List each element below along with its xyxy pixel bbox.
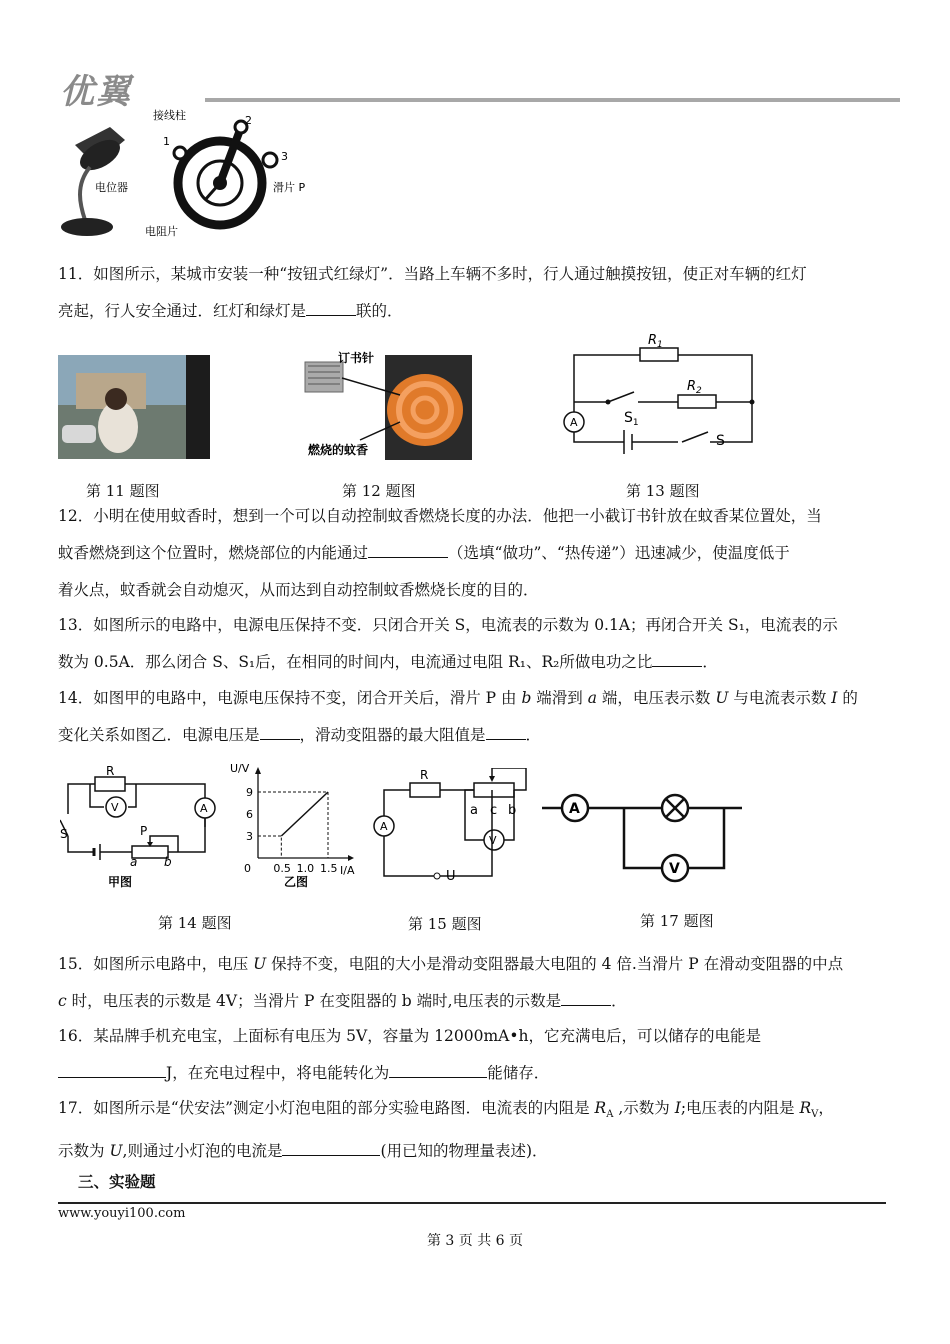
answer-blank — [486, 725, 526, 740]
question-12: 12．小明在使用蚊香时，想到一个可以自动控制蚊香燃烧长度的办法．他把一小截订书针放在蚊香某位置处，当 蚊香燃烧到这个位置时，燃烧部位的内能通过 （选填“做功”、“热传递”）迅速减少，使温度低于 着火点，蚊香就会自动熄灭，从而达到自动控制蚊香燃烧长度的目的． — [58, 507, 822, 599]
potentiometer-figure — [55, 105, 345, 245]
footer-divider — [58, 1202, 886, 1204]
fig15-b: b — [508, 803, 517, 818]
answer-blank — [561, 991, 611, 1006]
page-number: 第 3 页 共 6 页 — [426, 1233, 524, 1249]
fig13-s: S — [716, 433, 725, 449]
label-terminal-2: 2 — [245, 114, 252, 127]
caption-fig12: 第 12 题图 — [342, 482, 416, 500]
q11-line2: 亮起，行人安全通过．红灯和绿灯是 联的． — [58, 302, 403, 320]
question-15: 15．如图所示电路中，电压 U 保持不变，电阻的大小是滑动变阻器最大电阻的 4 倍.当滑片 P 在滑动变阻器的中点 c 时，电压表的示数是 4V；当滑片 P 在变阻器的 b 端时,电压表的示数是 ． — [58, 955, 844, 1010]
label-terminal: 接线柱 — [153, 109, 186, 122]
label-terminal-3: 3 — [281, 150, 288, 163]
q11-line1: 11．如图所示，某城市安装一种“按钮式红绿灯”．当路上车辆不多时，行人通过触摸按钮，使正对车辆的红灯 — [58, 265, 807, 283]
y-tick-label: 6 — [246, 808, 253, 821]
series-line — [281, 792, 328, 836]
question-17: 17．如图所示是“伏安法”测定小灯泡电阻的部分实验电路图．电流表的内阻是 $R_A$ ,示数为 I;电压表的内阻是 $R_V$， 示数为 U,则通过小灯泡的电流是 (用已知的物理量表述)． — [58, 1099, 834, 1161]
x-axis-label: I/A — [340, 864, 355, 877]
caption-fig17: 第 17 题图 — [640, 912, 714, 930]
footer-url: www.youyi100.com — [58, 1206, 186, 1221]
fig14-P: P — [140, 824, 148, 838]
answer-blank — [306, 301, 356, 316]
potentiometer-diagram — [174, 121, 277, 225]
caption-fig15: 第 15 题图 — [408, 915, 482, 933]
fig12-photo — [300, 350, 472, 460]
question-13: 13．如图所示的电路中，电源电压保持不变．只闭合开关 S，电流表的示数为 0.1A；再闭合开关 S₁，电流表的示 数为 0.5A．那么闭合 S、S₁后，在相同的时间内，电流通过电阻 R₁、R₂所做电功之比 ． — [58, 616, 838, 671]
header-divider — [205, 98, 900, 102]
x-tick-label: 1.5 — [320, 862, 338, 875]
label-slider: 滑片 P — [273, 181, 306, 194]
fig14-S: S — [60, 827, 68, 841]
label-potentiometer: 电位器 — [95, 181, 128, 194]
fig15-a: a — [470, 803, 478, 818]
fig14-voltmeter: V — [111, 801, 119, 814]
fig13-circuit — [560, 330, 760, 455]
answer-blank — [282, 1141, 380, 1156]
y-axis-label: U/V — [230, 762, 250, 775]
x-tick-label: 0.5 — [273, 862, 291, 875]
fig14-yi-chart — [228, 762, 363, 892]
fig15-U: U — [446, 869, 456, 884]
caption-fig11: 第 11 题图 — [86, 482, 160, 500]
y-tick-label: 3 — [246, 830, 253, 843]
question-11 — [58, 256, 898, 330]
section-title: 三、实验题 — [78, 1172, 156, 1191]
fig15-circuit — [370, 768, 530, 888]
caption-fig14: 第 14 题图 — [158, 914, 232, 932]
fig14-jia-circuit — [60, 762, 220, 892]
fig15-ammeter: A — [380, 820, 388, 833]
fig13-r2: $R_2$ — [687, 379, 702, 396]
fig17-voltmeter: V — [669, 861, 680, 877]
fig15-voltmeter: V — [489, 834, 497, 847]
fig14-b: b — [164, 855, 172, 869]
fig14-R: R — [106, 764, 115, 778]
label-terminal-1: 1 — [163, 135, 170, 148]
fig17-ammeter: A — [569, 801, 580, 817]
y-tick-label: 9 — [246, 786, 253, 799]
guide-line — [258, 836, 281, 858]
label-resistor: 电阻片 — [145, 225, 178, 238]
question-14: 14．如图甲的电路中，电源电压保持不变，闭合开关后，滑片 P 由 b 端滑到 a 端，电压表示数 U 与电流表示数 I 的 变化关系如图乙．电源电压是 ，滑动变阻器的最大阻值是 ． — [58, 689, 858, 744]
label-staple: 订书针 — [338, 351, 375, 365]
answer-blank — [58, 1063, 166, 1078]
fig14-jia-label: 甲图 — [108, 875, 133, 889]
answer-blank — [652, 652, 702, 667]
fig14-yi-label: 乙图 — [284, 875, 309, 889]
fig13-s1: $S_1$ — [624, 410, 639, 428]
answer-blank — [389, 1063, 487, 1078]
fig14-a: a — [130, 855, 138, 869]
caption-fig13: 第 13 题图 — [626, 482, 700, 500]
fig13-ammeter: A — [570, 416, 578, 429]
fig11-photo — [58, 355, 210, 459]
fig15-c: c — [490, 803, 498, 818]
fig15-R: R — [420, 768, 429, 782]
label-coil: 燃烧的蚊香 — [308, 443, 369, 457]
x-tick-label: 1.0 — [296, 862, 315, 875]
x-tick-label: 0 — [244, 862, 251, 875]
question-16: 16．某品牌手机充电宝，上面标有电压为 5V，容量为 12000mA•h，它充满电后，可以储存的电能是 J，在充电过程中，将电能转化为 能储存． — [58, 1027, 761, 1082]
answer-blank — [368, 543, 448, 558]
header-logo: 优翼 — [60, 72, 132, 112]
fig14-ammeter: A — [200, 802, 208, 815]
fig17-circuit — [542, 788, 747, 888]
fig13-r1: $R_1$ — [648, 333, 663, 350]
answer-blank — [260, 725, 300, 740]
